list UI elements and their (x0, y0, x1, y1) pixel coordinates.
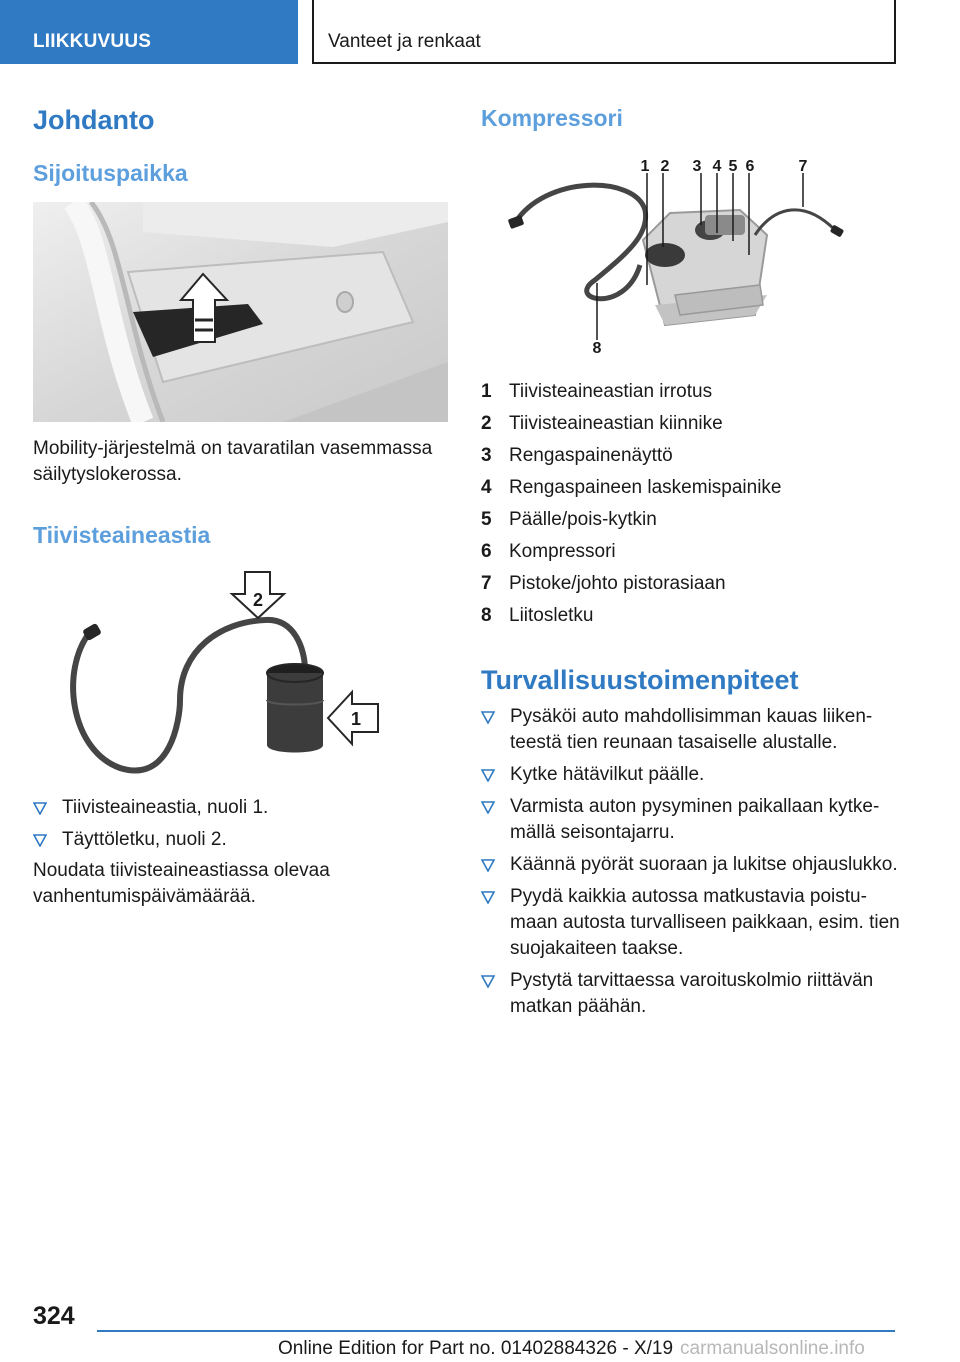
list-item: Tiivisteaineastia, nuoli 1. (33, 795, 448, 821)
section-tab (0, 0, 298, 64)
list-item: Pyydä kaikkia autossa matkustavia poistumaan autosta turvalliseen paikkaan, esim. tien suojakaiteen taakse. (481, 884, 901, 962)
sealant-bottle-figure (60, 570, 400, 780)
page-title: Johdanto (33, 105, 155, 135)
sealant-note: Noudata tiivisteaineastiassa olevaa vanhentumispäivämäärää. (33, 860, 330, 907)
list-item: 3 Rengaspainenäyttö (481, 445, 673, 466)
chapter-header (312, 0, 896, 64)
triangle-bullet-icon (481, 891, 495, 904)
location-heading: Sijoituspaikka (33, 160, 188, 186)
safety-list (481, 704, 901, 1026)
compressor-label-1: 1 (640, 158, 650, 175)
parts-list (481, 376, 896, 632)
triangle-bullet-icon (33, 834, 47, 847)
triangle-bullet-icon (481, 711, 495, 724)
list-item: Pysäköi auto mahdollisimman kauas liikenteestä tien reunaan tasaiselle alustalle. (481, 704, 901, 756)
list-item: Täyttöletku, nuoli 2. (33, 827, 448, 853)
safety-heading: Turvallisuustoimenpiteet (481, 665, 799, 695)
footer-divider (97, 1330, 895, 1332)
list-item: Käännä pyörät suoraan ja lukitse ohjauslukko. (481, 852, 901, 878)
triangle-bullet-icon (481, 801, 495, 814)
compressor-label-8: 8 (592, 340, 602, 357)
list-item: Pystytä tarvittaessa varoituskolmio riittävän matkan päähän. (481, 968, 901, 1020)
compressor-label-5: 5 (728, 158, 738, 175)
triangle-bullet-icon (481, 859, 495, 872)
triangle-bullet-icon (481, 975, 495, 988)
triangle-bullet-icon (33, 802, 47, 815)
list-item: 5 Päälle/pois-kytkin (481, 509, 657, 530)
watermark-text: carmanualsonline.info (680, 1338, 865, 1359)
sealant-label-2: 2 (252, 590, 264, 610)
list-item: 1 Tiivisteaineastian irrotus (481, 381, 713, 402)
compressor-label-6: 6 (745, 158, 755, 175)
chapter-title: Vanteet ja renkaat (328, 31, 481, 52)
list-item: 7 Pistoke/johto pistorasiaan (481, 573, 726, 594)
page-number: 324 (33, 1302, 75, 1330)
section-title: LIIKKUVUUS (33, 31, 152, 52)
compressor-heading: Kompressori (481, 105, 623, 131)
sealant-list (33, 795, 448, 859)
triangle-bullet-icon (481, 769, 495, 782)
list-item: Varmista auton pysyminen paikallaan kytkemällä seisontajarru. (481, 794, 901, 846)
location-text: Mobility-järjestelmä on tavaratilan vasemmassa säilytyslokerossa. (33, 438, 433, 485)
compressor-label-2: 2 (660, 158, 670, 175)
sealant-heading: Tiivisteaineastia (33, 522, 211, 548)
edition-text: Online Edition for Part no. 01402884326 - X/19 (278, 1338, 674, 1359)
sealant-label-1: 1 (350, 709, 362, 729)
list-item: 4 Rengaspaineen laskemispainike (481, 477, 782, 498)
compressor-label-7: 7 (798, 158, 808, 175)
compressor-figure (505, 155, 855, 365)
compressor-label-4: 4 (712, 158, 722, 175)
compressor-label-3: 3 (692, 158, 702, 175)
trunk-compartment-figure (33, 202, 448, 422)
list-item: 2 Tiivisteaineastian kiinnike (481, 413, 723, 434)
list-item: 8 Liitosletku (481, 605, 594, 626)
list-item: Kytke hätävilkut päälle. (481, 762, 901, 788)
list-item: 6 Kompressori (481, 541, 616, 562)
